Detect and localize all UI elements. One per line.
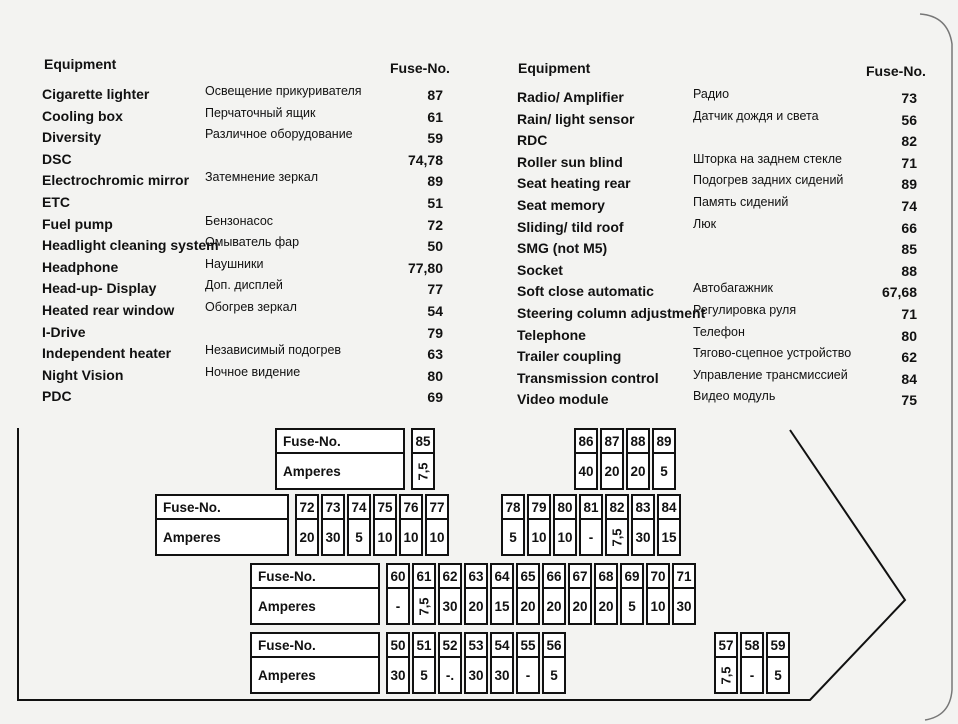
fuse-cell xyxy=(295,494,319,556)
fuse-number: 89 xyxy=(654,430,674,454)
fuse-number: 83 xyxy=(633,496,653,520)
fuse-amperes xyxy=(628,454,648,488)
left-row-fuse: 87 xyxy=(427,87,443,103)
right-row-equipment: Steering column adjustment xyxy=(517,305,706,321)
right-row-fuse: 62 xyxy=(901,349,917,366)
left-row-equipment: ETC xyxy=(42,194,70,210)
right-row-fuse: 71 xyxy=(901,306,917,322)
fuse-amperes xyxy=(576,454,596,488)
fuse-no-label: Fuse-No. xyxy=(252,634,378,658)
ampere-value: 7,5 xyxy=(415,461,431,481)
fuse-amperes xyxy=(648,589,668,623)
fuse-number: 57 xyxy=(716,634,736,658)
fuse-number: 79 xyxy=(529,496,549,520)
fuse-amperes xyxy=(323,520,343,554)
left-row-equipment: Cigarette lighter xyxy=(42,86,150,102)
right-header-fuse: Fuse-No. xyxy=(866,63,926,79)
left-row-fuse: 79 xyxy=(427,324,443,341)
fuse-number: 73 xyxy=(323,496,343,520)
fuse-cells xyxy=(411,428,437,490)
left-header-equipment: Equipment xyxy=(44,56,117,72)
left-row-equipment: Independent heater xyxy=(42,345,172,362)
fuse-cell xyxy=(594,563,618,625)
right-row-fuse: 88 xyxy=(901,262,917,279)
right-row-fuse: 82 xyxy=(901,133,917,150)
amperes-label: Amperes xyxy=(258,598,316,614)
fuse-number: 54 xyxy=(492,634,512,658)
fuse-number: 58 xyxy=(742,634,762,658)
fuse-cell xyxy=(672,563,696,625)
fuse-number: 69 xyxy=(622,565,642,589)
fuse-number: 50 xyxy=(388,634,408,658)
right-row-equipment: Sliding/ tild roof xyxy=(517,218,624,235)
right-row-russian: Телефон xyxy=(693,324,745,339)
fuse-cells xyxy=(714,632,792,694)
ampere-value: 20 xyxy=(546,598,562,614)
right-row-equipment: SMG (not M5) xyxy=(517,240,608,257)
ampere-value: 30 xyxy=(325,529,341,545)
ampere-value: 5 xyxy=(509,529,517,545)
fuse-number: 55 xyxy=(518,634,538,658)
fuse-no-label: Fuse-No. xyxy=(252,565,378,589)
fuse-amperes xyxy=(388,658,408,692)
amperes-label: Amperes xyxy=(283,463,341,479)
fuse-number: 84 xyxy=(659,496,679,520)
right-row-fuse: 71 xyxy=(901,154,917,171)
left-row-russian: Освещение прикуривателя xyxy=(205,84,362,98)
fuse-cell xyxy=(386,563,410,625)
right-row-russian: Радио xyxy=(693,87,730,101)
fuse-amperes xyxy=(742,658,762,692)
fuse-amperes xyxy=(607,520,627,554)
fuse-cell xyxy=(516,563,540,625)
fuse-cells xyxy=(501,494,683,556)
ampere-value: - xyxy=(525,667,531,683)
left-row-equipment: DSC xyxy=(42,150,72,167)
left-row-fuse: 89 xyxy=(427,173,443,190)
fuse-cell xyxy=(568,563,592,625)
fuse-amperes xyxy=(768,658,788,692)
left-row-fuse: 80 xyxy=(427,367,443,384)
fuse-amperes xyxy=(529,520,549,554)
right-row-equipment: Seat heating rear xyxy=(517,175,631,192)
fuse-table-labels xyxy=(250,563,380,625)
ampere-value: 20 xyxy=(520,598,536,614)
fuse-number: 65 xyxy=(518,565,538,589)
left-row-russian: Бензонасос xyxy=(205,213,274,228)
fuse-cell xyxy=(464,632,488,694)
fuse-number: 60 xyxy=(388,565,408,589)
right-row-fuse: 66 xyxy=(901,219,917,236)
fuse-number: 62 xyxy=(440,565,460,589)
ampere-value: 20 xyxy=(572,598,588,614)
fuse-number: 61 xyxy=(414,565,434,589)
fuse-cell xyxy=(412,632,436,694)
fuse-amperes xyxy=(716,658,736,692)
ampere-value: 10 xyxy=(557,529,573,545)
fuse-cell xyxy=(516,632,540,694)
left-row-fuse: 59 xyxy=(427,130,443,147)
fuse-number: 53 xyxy=(466,634,486,658)
left-row-fuse: 54 xyxy=(427,303,443,319)
ampere-value: -. xyxy=(445,667,455,683)
ampere-value: 15 xyxy=(494,598,510,614)
fuse-amperes xyxy=(466,658,486,692)
ampere-value: 5 xyxy=(628,598,636,614)
fuse-table-labels xyxy=(275,428,405,490)
ampere-value: 20 xyxy=(299,529,315,545)
left-row-fuse: 77,80 xyxy=(407,259,443,276)
fuse-cell xyxy=(626,428,650,490)
fuse-cell xyxy=(321,494,345,556)
fuse-table-g72 xyxy=(155,494,451,556)
fuse-number: 77 xyxy=(427,496,447,520)
left-row-russian: Наушники xyxy=(205,256,264,271)
right-row-russian: Автобагажник xyxy=(693,281,774,296)
right-row-fuse: 74 xyxy=(901,198,917,214)
right-row-equipment: Seat memory xyxy=(517,197,605,213)
right-row-equipment: Video module xyxy=(517,391,609,408)
fuse-number: 52 xyxy=(440,634,460,658)
fuse-number: 85 xyxy=(413,430,433,454)
fuse-amperes xyxy=(492,589,512,623)
fuse-cell xyxy=(620,563,644,625)
right-row-fuse: 85 xyxy=(901,241,917,258)
fuse-cell xyxy=(646,563,670,625)
fuse-cell xyxy=(600,428,624,490)
ampere-value: 5 xyxy=(355,529,363,545)
fuse-number: 76 xyxy=(401,496,421,520)
fuse-amperes xyxy=(633,520,653,554)
right-row-russian: Люк xyxy=(693,216,717,231)
fuse-amperes xyxy=(297,520,317,554)
left-header-fuse: Fuse-No. xyxy=(390,60,450,76)
fuse-cell xyxy=(425,494,449,556)
right-row-equipment: Radio/ Amplifier xyxy=(517,89,624,105)
fuse-amperes xyxy=(622,589,642,623)
right-row-equipment: Rain/ light sensor xyxy=(517,110,635,127)
fuse-cell xyxy=(574,428,598,490)
fuse-cell xyxy=(438,563,462,625)
fuse-cells xyxy=(386,632,568,694)
ampere-value: 30 xyxy=(442,598,458,614)
fuse-amperes xyxy=(596,589,616,623)
left-row-equipment: Cooling box xyxy=(42,107,123,124)
left-row-equipment: I-Drive xyxy=(42,323,86,340)
ampere-value: 5 xyxy=(550,667,558,683)
right-row-equipment: Soft close automatic xyxy=(517,283,654,300)
ampere-value: 10 xyxy=(531,529,547,545)
fuse-amperes xyxy=(581,520,601,554)
left-row-russian: Независимый подогрев xyxy=(205,343,342,358)
left-row-fuse: 77 xyxy=(427,281,443,298)
fuse-number: 78 xyxy=(503,496,523,520)
right-row-fuse: 89 xyxy=(901,176,917,193)
left-row-fuse: 74,78 xyxy=(407,151,443,168)
ampere-value: - xyxy=(395,598,401,614)
left-row-equipment: Diversity xyxy=(42,129,102,146)
ampere-value: 7,5 xyxy=(718,665,734,685)
fuse-table-g60 xyxy=(250,563,698,625)
fuse-table-g57 xyxy=(714,632,792,694)
fuse-cell xyxy=(657,494,681,556)
fuse-table-g85 xyxy=(275,428,437,490)
right-row-russian: Шторка на заднем стекле xyxy=(693,151,842,166)
fuse-no-label: Fuse-No. xyxy=(277,430,403,454)
fuse-table-g78 xyxy=(501,494,683,556)
fuse-amperes xyxy=(466,589,486,623)
ampere-value: 30 xyxy=(676,598,692,614)
fuse-cell xyxy=(542,632,566,694)
ampere-value: 15 xyxy=(661,529,677,545)
right-row-fuse: 80 xyxy=(901,327,917,344)
ampere-value: 10 xyxy=(403,529,419,545)
right-row-russian: Видео модуль xyxy=(693,389,776,404)
fuse-amperes xyxy=(659,520,679,554)
right-row-russian: Подогрев задних сидений xyxy=(693,173,844,188)
right-header-equipment: Equipment xyxy=(518,60,591,76)
fuse-cell xyxy=(347,494,371,556)
ampere-value: 30 xyxy=(494,667,510,683)
fuse-amperes xyxy=(414,658,434,692)
ampere-value: 20 xyxy=(468,598,484,614)
fuse-number: 72 xyxy=(297,496,317,520)
fuse-cell xyxy=(527,494,551,556)
fuse-number: 70 xyxy=(648,565,668,589)
left-row-fuse: 50 xyxy=(427,238,443,255)
fuse-cell xyxy=(542,563,566,625)
left-row-russian: Ночное видение xyxy=(205,364,301,379)
ampere-value: 30 xyxy=(390,667,406,683)
right-row-equipment: RDC xyxy=(517,132,548,149)
fuse-amperes xyxy=(440,658,460,692)
left-row-equipment: Electrochromic mirror xyxy=(42,172,190,189)
right-row-equipment: Telephone xyxy=(517,326,586,343)
fuse-number: 59 xyxy=(768,634,788,658)
left-row-russian: Затемнение зеркал xyxy=(205,170,319,185)
fuse-table-g86 xyxy=(574,428,678,490)
fuse-cell xyxy=(411,428,435,490)
fuse-number: 71 xyxy=(674,565,694,589)
fuse-number: 66 xyxy=(544,565,564,589)
fuse-amperes xyxy=(492,658,512,692)
fuse-number: 74 xyxy=(349,496,369,520)
ampere-value: 20 xyxy=(630,463,646,479)
fuse-number: 86 xyxy=(576,430,596,454)
fuse-number: 56 xyxy=(544,634,564,658)
fuse-cell xyxy=(553,494,577,556)
fuse-number: 80 xyxy=(555,496,575,520)
right-row-russian: Память сидений xyxy=(693,195,789,209)
ampere-value: 10 xyxy=(377,529,393,545)
right-row-russian: Управление трансмиссией xyxy=(693,367,848,382)
right-row-fuse: 75 xyxy=(901,392,917,409)
fuse-cell xyxy=(652,428,676,490)
fuse-cell xyxy=(399,494,423,556)
left-row-equipment: Fuel pump xyxy=(42,215,113,232)
fuse-amperes xyxy=(503,520,523,554)
ampere-value: 5 xyxy=(774,667,782,683)
fuse-amperes xyxy=(602,454,622,488)
fuse-cell xyxy=(490,563,514,625)
amperes-label: Amperes xyxy=(258,667,316,683)
fuse-number: 68 xyxy=(596,565,616,589)
left-row-equipment: Headlight cleaning system xyxy=(42,237,219,254)
left-row-russian: Доп. дисплей xyxy=(205,278,283,293)
left-row-fuse: 69 xyxy=(427,389,443,406)
right-row-russian: Регулировка руля xyxy=(693,303,797,317)
fuse-cell xyxy=(740,632,764,694)
right-row-equipment: Trailer coupling xyxy=(517,348,622,365)
fuse-amperes xyxy=(440,589,460,623)
left-row-russian: Омыватель фар xyxy=(205,235,300,250)
fuse-cell xyxy=(631,494,655,556)
fuse-number: 81 xyxy=(581,496,601,520)
right-row-fuse: 56 xyxy=(901,111,917,128)
left-row-equipment: Headphone xyxy=(42,258,119,275)
ampere-value: 10 xyxy=(650,598,666,614)
left-row-equipment: Head-up- Display xyxy=(42,280,157,297)
fuse-table-labels xyxy=(155,494,289,556)
right-row-equipment: Socket xyxy=(517,261,563,278)
fuse-amperes xyxy=(413,454,433,488)
fuse-table-g50 xyxy=(250,632,568,694)
left-row-fuse: 72 xyxy=(427,216,443,233)
fuse-cell xyxy=(373,494,397,556)
fuse-number: 64 xyxy=(492,565,512,589)
right-row-fuse: 84 xyxy=(901,370,917,387)
fuse-cell xyxy=(579,494,603,556)
ampere-value: 5 xyxy=(420,667,428,683)
left-row-fuse: 61 xyxy=(427,108,443,125)
fuse-amperes xyxy=(654,454,674,488)
fuse-number: 51 xyxy=(414,634,434,658)
ampere-value: 30 xyxy=(635,529,651,545)
left-row-equipment: Heated rear window xyxy=(42,302,175,318)
fuse-amperes xyxy=(518,589,538,623)
fuse-cell xyxy=(386,632,410,694)
fuse-cells xyxy=(295,494,451,556)
fuse-amperes xyxy=(401,520,421,554)
fuse-cell xyxy=(714,632,738,694)
ampere-value: 7,5 xyxy=(609,527,625,547)
fuse-cell xyxy=(490,632,514,694)
fuse-amperes xyxy=(388,589,408,623)
left-row-equipment: PDC xyxy=(42,388,72,405)
left-row-russian: Обогрев зеркал xyxy=(205,300,297,314)
fuse-amperes xyxy=(349,520,369,554)
fuse-amperes xyxy=(674,589,694,623)
left-row-fuse: 51 xyxy=(427,195,443,211)
fuse-amperes xyxy=(544,589,564,623)
fuse-amperes xyxy=(570,589,590,623)
fuse-cells xyxy=(386,563,698,625)
fuse-number: 63 xyxy=(466,565,486,589)
fuse-number: 88 xyxy=(628,430,648,454)
card-edge xyxy=(920,14,952,720)
ampere-value: 7,5 xyxy=(416,596,432,616)
fuse-number: 82 xyxy=(607,496,627,520)
fuse-amperes xyxy=(518,658,538,692)
ampere-value: 20 xyxy=(604,463,620,479)
fuse-amperes xyxy=(414,589,434,623)
right-row-russian: Тягово-сцепное устройство xyxy=(693,346,852,361)
right-row-russian: Датчик дождя и света xyxy=(693,108,819,123)
ampere-value: 30 xyxy=(468,667,484,683)
fuse-amperes xyxy=(375,520,395,554)
fuse-cell xyxy=(766,632,790,694)
fuse-cell xyxy=(412,563,436,625)
fuse-number: 87 xyxy=(602,430,622,454)
fuse-amperes xyxy=(555,520,575,554)
ampere-value: - xyxy=(588,529,594,545)
fuse-table-labels xyxy=(250,632,380,694)
fuse-no-label: Fuse-No. xyxy=(157,496,287,520)
fuse-cell xyxy=(464,563,488,625)
fuse-number: 67 xyxy=(570,565,590,589)
right-row-fuse: 67,68 xyxy=(881,284,917,301)
fuse-cells xyxy=(574,428,678,490)
fuse-number: 75 xyxy=(375,496,395,520)
ampere-value: 40 xyxy=(578,463,594,479)
fuse-cell xyxy=(501,494,525,556)
amperes-label: Amperes xyxy=(163,529,221,545)
left-row-russian: Перчаточный ящик xyxy=(205,105,316,120)
left-row-fuse: 63 xyxy=(427,346,443,363)
ampere-value: - xyxy=(749,667,755,683)
fuse-amperes xyxy=(544,658,564,692)
fuse-cell xyxy=(438,632,462,694)
right-row-equipment: Roller sun blind xyxy=(517,153,623,170)
ampere-value: 5 xyxy=(660,463,668,479)
left-row-equipment: Night Vision xyxy=(42,366,124,383)
ampere-value: 10 xyxy=(429,529,445,545)
fuse-cell xyxy=(605,494,629,556)
right-row-equipment: Transmission control xyxy=(517,369,659,386)
ampere-value: 20 xyxy=(598,598,614,614)
right-row-fuse: 73 xyxy=(901,90,917,106)
left-row-russian: Различное оборудование xyxy=(205,127,353,142)
fuse-amperes xyxy=(427,520,447,554)
